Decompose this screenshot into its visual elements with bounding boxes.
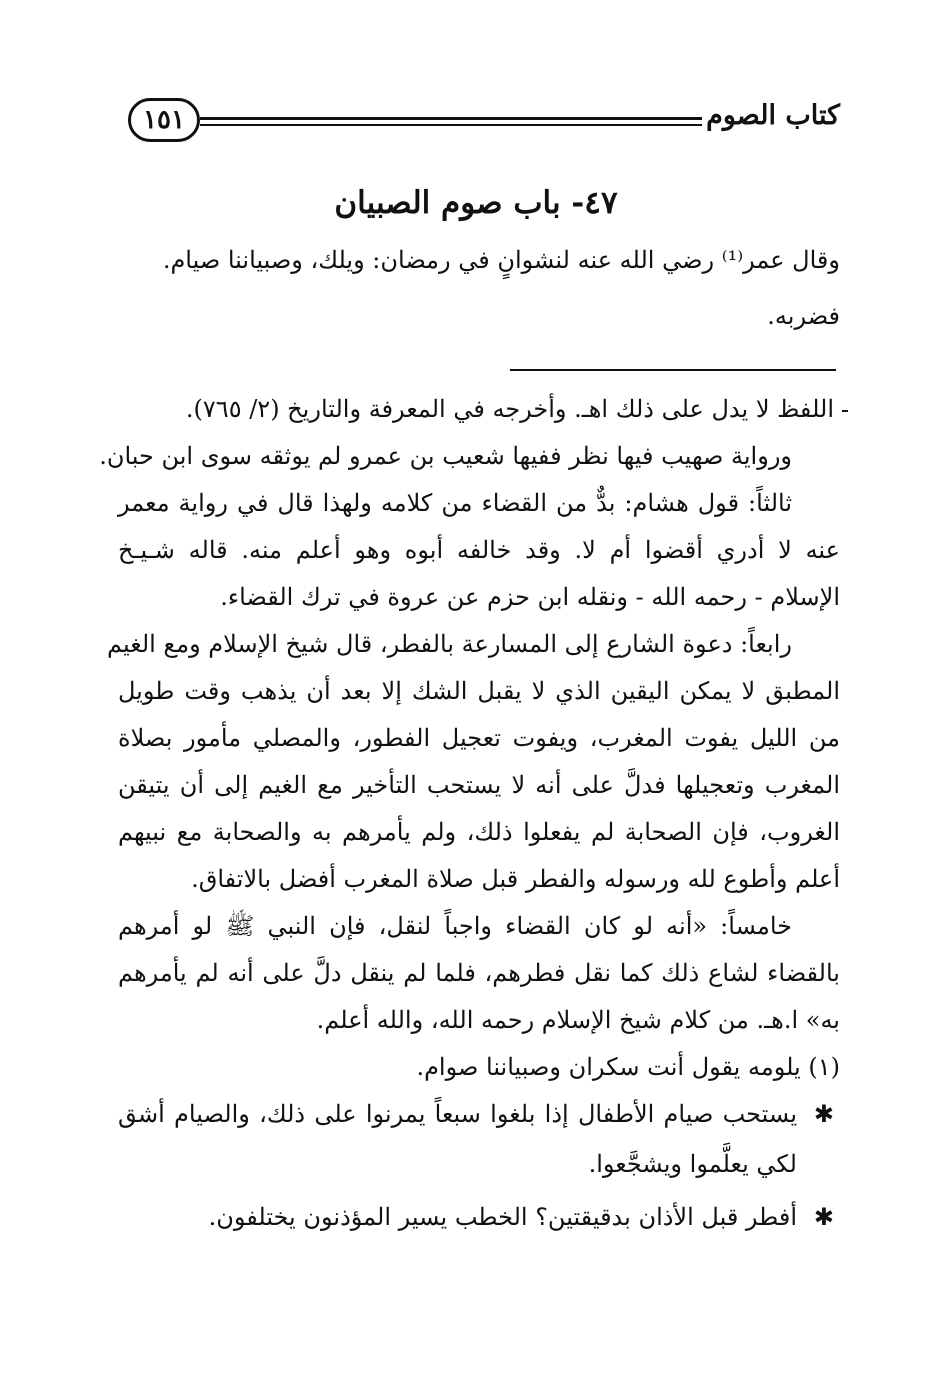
header-rule-thin <box>200 124 702 126</box>
note-line: عنه لا أدري أقضوا أم لا. وقد خالفه أبوه وهو أعلم منه. قاله شـيـخ <box>118 536 840 564</box>
footnote-1: (١) يلومه يقول أنت سكران وصبياننا صوام. <box>416 1053 840 1081</box>
chapter-text-line: فضربه. <box>767 302 840 330</box>
note-line: أعلم وأطوع لله ورسوله والفطر قبل صلاة المغرب أفضل بالاتفاق. <box>191 865 840 893</box>
note-line: رابعاً: دعوة الشارع إلى المسارعة بالفطر، قال شيخ الإسلام ومع الغيم <box>107 630 792 658</box>
note-line: بالقضاء لشاع ذلك كما نقل فطرهم، فلما لم ينقل دلَّ على أنه لم يأمرهم <box>118 959 840 987</box>
note-line: المطبق لا يمكن اليقين الذي لا يقبل الشك إلا بعد أن يذهب وقت طويل <box>118 677 840 705</box>
note-line: خامساً: «أنه لو كان القضاء واجباً لنقل، فإن النبي ﷺ لو أمرهم <box>118 912 792 940</box>
chapter-title: ٤٧- باب صوم الصبيان <box>334 185 618 221</box>
chapter-text-line: وقال عمر⁽¹⁾ رضي الله عنه لنشوانٍ في رمضان: ويلك، وصبياننا صيام. <box>162 246 840 274</box>
page-number: ١٥١ <box>143 105 185 135</box>
note-line: الغروب، فإن الصحابة لم يفعلوا ذلك، ولم يأمرهم به والصحابة مع نبيهم <box>118 818 840 846</box>
bullet-star-icon: ✱ <box>813 1203 834 1231</box>
note-line: الإسلام - رحمه الله - ونقله ابن حزم عن عروة في ترك القضاء. <box>220 583 840 611</box>
note-line: من الليل يفوت المغرب، ويفوت تعجيل الفطور، والمصلي مأمور بصلاة <box>118 724 840 752</box>
page-number-badge <box>128 98 200 142</box>
handwritten-note-line: أفطر قبل الأذان بدقيقتين؟ الخطب يسير المؤذنون يختلفون. <box>208 1203 797 1231</box>
bullet-star-icon: ✱ <box>813 1100 834 1128</box>
note-line: اللفظ لا يدل على ذلك اهـ. وأخرجه في المعرفة والتاريخ (٢/ ٧٦٥). <box>185 395 834 423</box>
note-line: ثالثاً: قول هشام: بدٌّ من القضاء من كلامه ولهذا قال في رواية معمر <box>118 489 792 517</box>
footnote-separator <box>510 369 836 371</box>
note-line: المغرب وتعجيلها فدلَّ على أنه لا يستحب التأخير مع الغيم إلى أن يتيقن <box>118 771 840 799</box>
continuation-mark <box>842 410 848 412</box>
note-line: ورواية صهيب فيها نظر ففيها شعيب بن عمرو لم يوثقه سوى ابن حبان. <box>99 442 792 470</box>
header-rule <box>200 117 702 120</box>
handwritten-note-line: لكي يعلَّموا ويشجَّعوا. <box>588 1150 797 1178</box>
running-header-title: كتاب الصوم <box>706 100 840 131</box>
handwritten-note-line: يستحب صيام الأطفال إذا بلغوا سبعاً يمرنوا على ذلك، والصيام أشق <box>118 1100 797 1128</box>
note-line: به» ا.هـ. من كلام شيخ الإسلام رحمه الله، والله أعلم. <box>316 1006 840 1034</box>
